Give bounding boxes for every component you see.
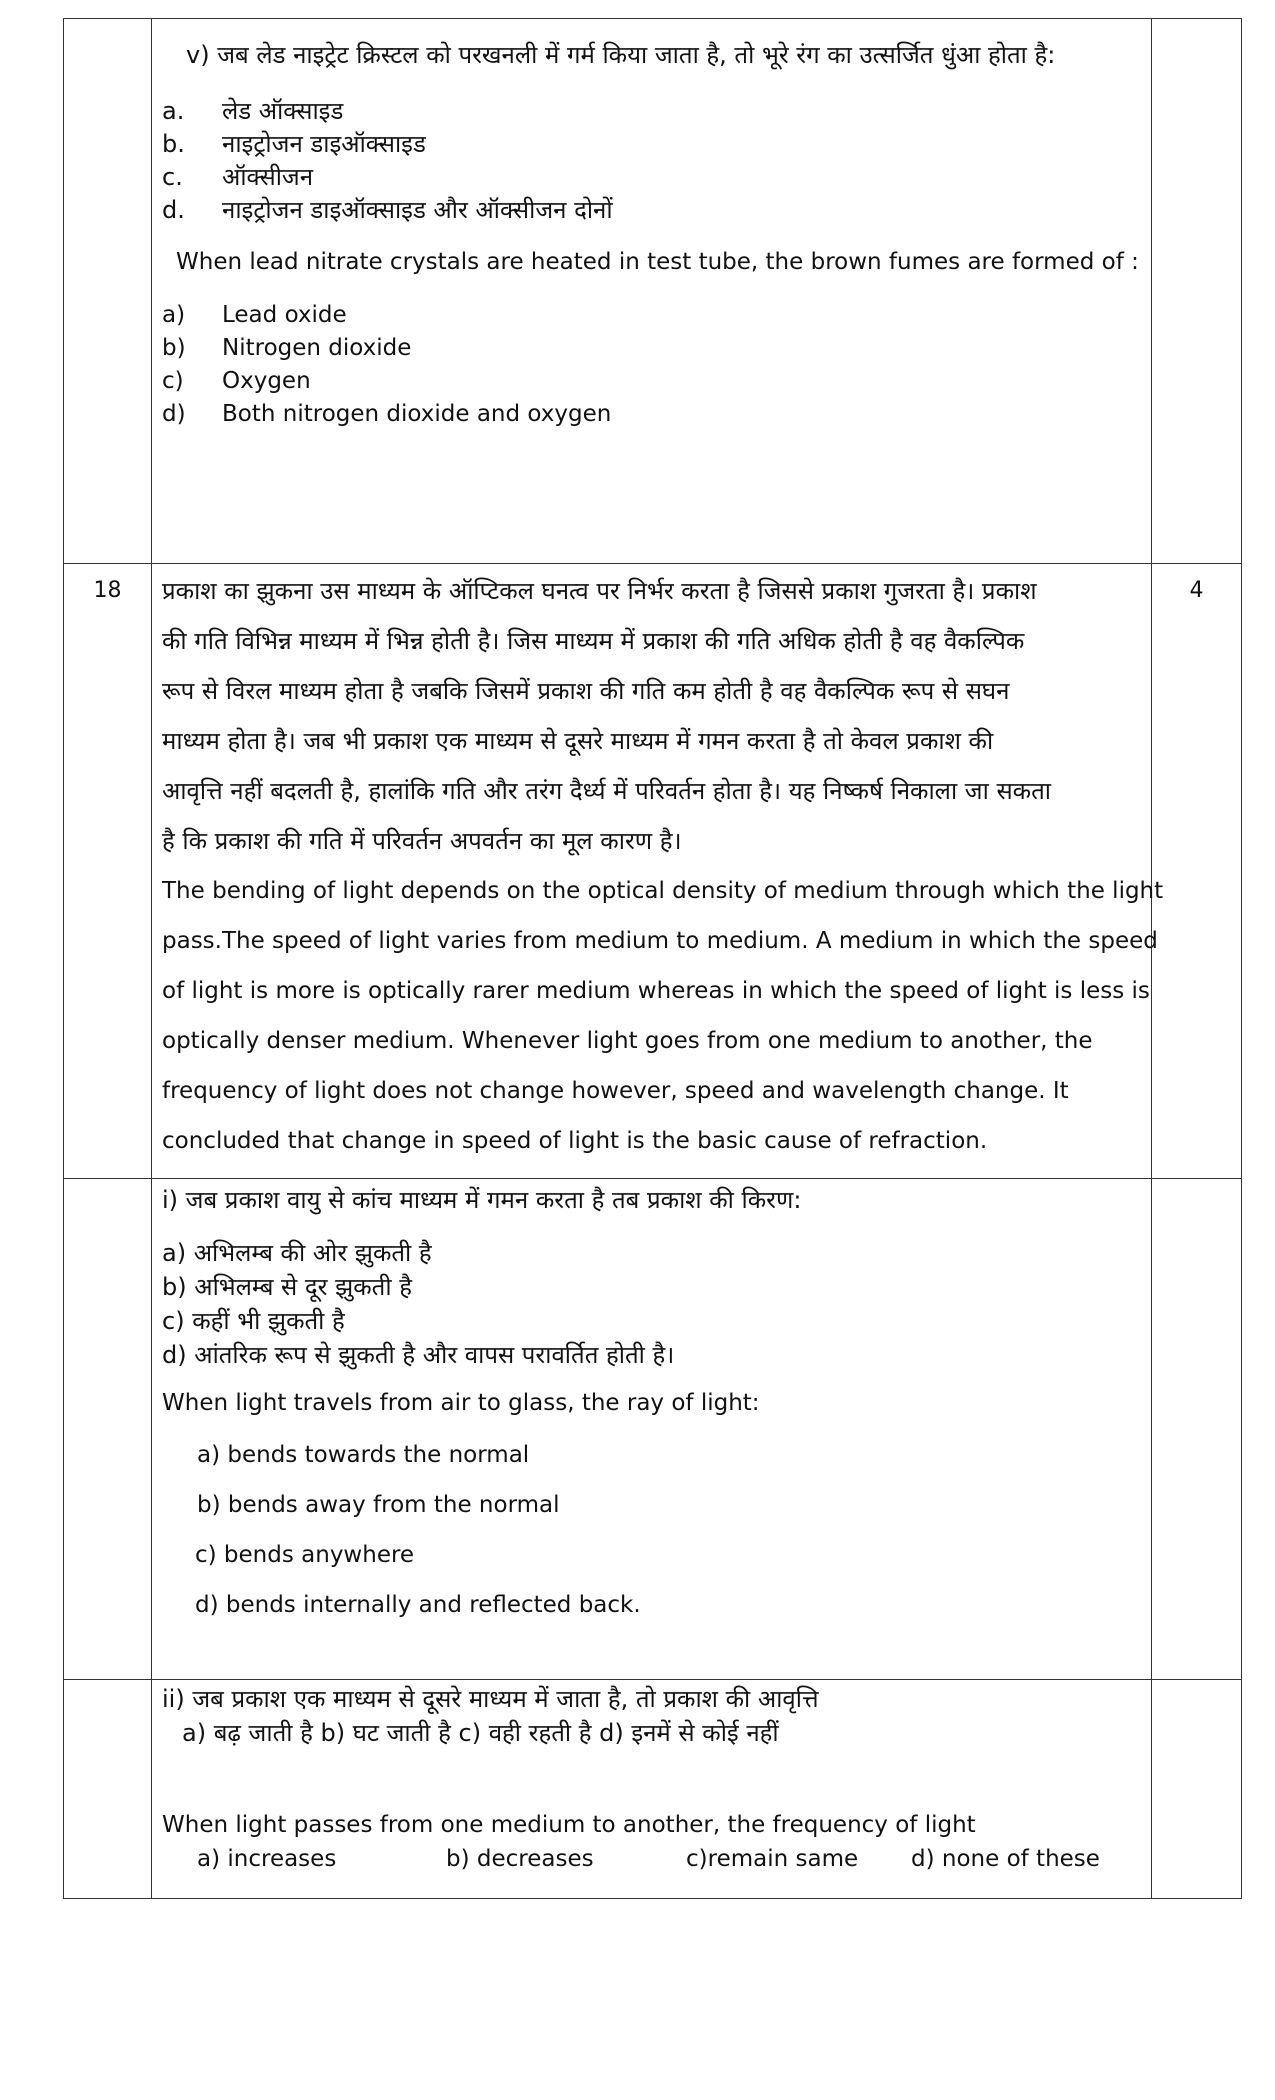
option-key: c.: [162, 163, 183, 191]
question-stem-english: When light passes from one medium to another, the frequency of light: [162, 1812, 976, 1838]
option-key: a): [162, 302, 186, 328]
option: c) कहीं भी झुकती है: [162, 1307, 345, 1335]
option-key: c): [162, 368, 184, 394]
option: [162, 365, 1137, 398]
passage-line: of light is more is optically rarer medium whereas in which the speed of light is less is: [162, 978, 1150, 1004]
passage-line: The bending of light depends on the optical density of medium through which the light: [162, 878, 1164, 904]
option: c) bends anywhere: [195, 1542, 415, 1568]
question-body-cell: [152, 1680, 1152, 1899]
option: a) अभिलम्ब की ओर झुकती है: [162, 1239, 432, 1267]
passage-line: optically denser medium. Whenever light goes from one medium to another, the: [162, 1028, 1093, 1054]
option: d) आंतरिक रूप से झुकती है और वापस परावर्तित होती है।: [162, 1341, 675, 1369]
passage-line: रूप से विरल माध्यम होता है जबकि जिसमें प्रकाश की गति कम होती है वह वैकल्पिक रूप से सघन: [162, 677, 1010, 705]
option-key: d): [162, 401, 186, 427]
option: b) bends away from the normal: [197, 1492, 560, 1518]
option-text: Lead oxide: [222, 302, 347, 328]
option-text: Both nitrogen dioxide and oxygen: [222, 401, 612, 427]
option: [162, 332, 1137, 365]
marks-cell: [1152, 1179, 1242, 1680]
hindi-options: [162, 95, 1137, 227]
passage-line: frequency of light does not change however, speed and wavelength change. It: [162, 1078, 1069, 1104]
question-stem-english: When lead nitrate crystals are heated in test tube, the brown fumes are formed of :: [176, 249, 1139, 275]
option-text: नाइट्रोजन डाइऑक्साइड और ऑक्सीजन दोनों: [222, 196, 613, 224]
option: d) bends internally and reflected back.: [195, 1592, 641, 1618]
passage-english: [162, 866, 1164, 1166]
question-number: 18: [64, 564, 152, 1179]
passage-line: pass.The speed of light varies from medium to medium. A medium in which the speed: [162, 928, 1158, 954]
option: a) bends towards the normal: [197, 1442, 530, 1468]
english-options: [162, 299, 1137, 431]
passage-line: की गति विभिन्न माध्यम में भिन्न होती है। जिस माध्यम में प्रकाश की गति अधिक होती है वह वैकल्पिक: [162, 627, 1025, 655]
passage-line: प्रकाश का झुकना उस माध्यम के ऑप्टिकल घनत्व पर निर्भर करता है जिससे प्रकाश गुजरता है। प्रकाश: [162, 577, 1037, 605]
question-number-cell: [64, 1680, 152, 1899]
question-row-18: [64, 564, 1242, 1179]
passage-line: है कि प्रकाश की गति में परिवर्तन अपवर्तन का मूल कारण है।: [162, 827, 682, 855]
option-key: b): [162, 335, 186, 361]
question-body-cell: [152, 1179, 1152, 1680]
option: [162, 299, 1137, 332]
question-stem-hindi: i) जब प्रकाश वायु से कांच माध्यम में गमन करता है तब प्रकाश की किरण:: [162, 1186, 802, 1214]
passage-cell: [152, 564, 1164, 1179]
option-key: b.: [162, 130, 185, 158]
passage-line: concluded that change in speed of light is the basic cause of refraction.: [162, 1128, 988, 1154]
question-stem-hindi: v) जब लेड नाइट्रेट क्रिस्टल को परखनली में गर्म किया जाता है, तो भूरे रंग का उत्सर्जित धुंआ होता है:: [186, 41, 1056, 69]
hindi-options: [162, 1236, 1137, 1372]
hindi-options: a) बढ़ जाती है b) घट जाती है c) वही रहती है d) इनमें से कोई नहीं: [182, 1719, 779, 1747]
option: [162, 128, 1137, 161]
option-text: Nitrogen dioxide: [222, 335, 412, 361]
marks-cell: [1152, 19, 1242, 564]
question-number-cell: [64, 19, 152, 564]
option-key: d.: [162, 196, 185, 224]
passage-hindi: [162, 566, 1137, 866]
option-text: ऑक्सीजन: [222, 163, 314, 191]
option-text: Oxygen: [222, 368, 311, 394]
english-options: [162, 1430, 1137, 1630]
question-table: [63, 18, 1242, 1899]
option: [162, 95, 1137, 128]
option-text: नाइट्रोजन डाइऑक्साइड: [222, 130, 426, 158]
option: [162, 398, 1137, 431]
passage-line: माध्यम होता है। जब भी प्रकाश एक माध्यम से दूसरे माध्यम में गमन करता है तो केवल प्रकाश की: [162, 727, 994, 755]
question-stem-english: When light travels from air to glass, the ray of light:: [162, 1390, 760, 1416]
question-body-cell: [152, 19, 1152, 564]
option: [162, 194, 1137, 227]
question-number-cell: [64, 1179, 152, 1680]
option: a) increases: [197, 1846, 337, 1872]
option: b) decreases: [446, 1846, 594, 1872]
option: b) अभिलम्ब से दूर झुकती है: [162, 1273, 412, 1301]
option-text: लेड ऑक्साइड: [222, 97, 344, 125]
marks: 4: [1152, 564, 1242, 1179]
option: c)remain same: [686, 1846, 859, 1872]
question-stem-hindi: ii) जब प्रकाश एक माध्यम से दूसरे माध्यम में जाता है, तो प्रकाश की आवृत्ति: [162, 1685, 819, 1713]
question-row-18ii: [64, 1680, 1242, 1899]
question-row-17v: [64, 19, 1242, 564]
marks-cell: [1152, 1680, 1242, 1899]
passage-line: आवृत्ति नहीं बदलती है, हालांकि गति और तरंग दैर्ध्य में परिवर्तन होता है। यह निष्कर्ष निकाला जा सकता: [162, 777, 1051, 805]
option-key: a.: [162, 97, 185, 125]
question-table-container: [63, 18, 1241, 1899]
option: d) none of these: [911, 1846, 1100, 1872]
question-row-18i: [64, 1179, 1242, 1680]
option: [162, 161, 1137, 194]
english-options: [197, 1842, 1137, 1876]
